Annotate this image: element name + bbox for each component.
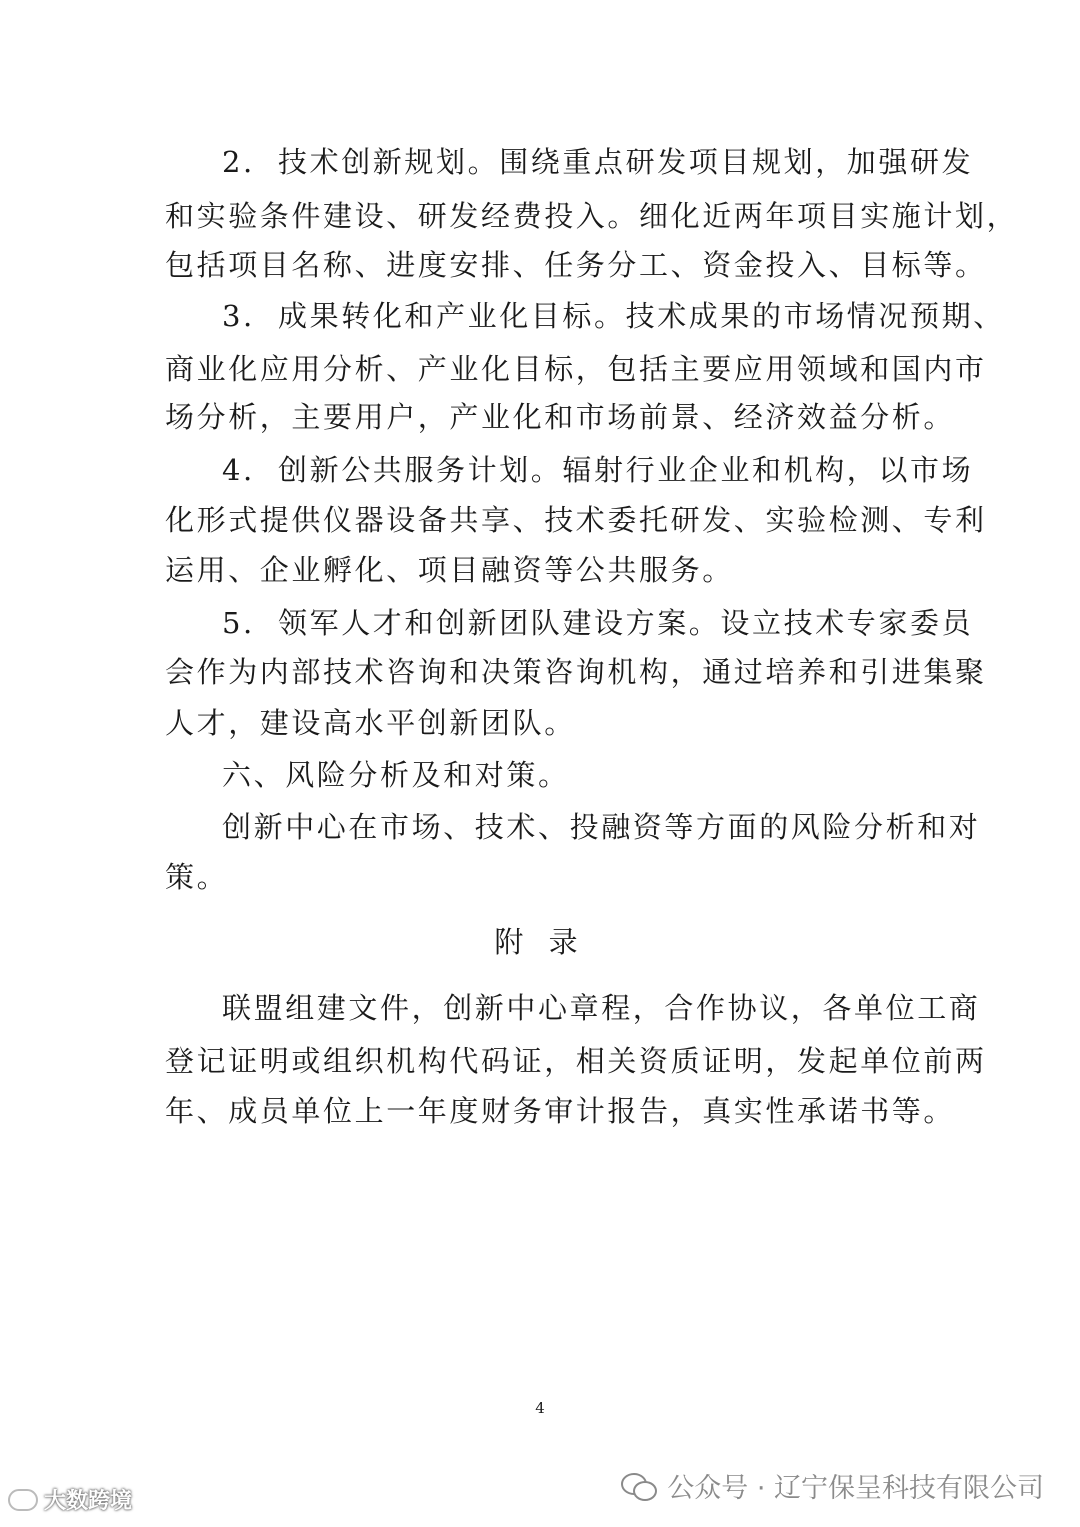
paragraph-3-line-2: 商业化应用分析、产业化目标，包括主要应用领域和国内市 <box>165 352 987 386</box>
section-6-heading: 六、风险分析及和对策。 <box>222 758 570 792</box>
line-text: 成果转化和产业化目标。技术成果的市场情况预期、 <box>278 299 1005 333</box>
line-text: 技术创新规划。围绕重点研发项目规划，加强研发 <box>278 145 974 179</box>
page-number: 4 <box>535 1399 545 1417</box>
item-number: 3. <box>222 299 255 333</box>
paragraph-2-line-1 <box>222 142 982 182</box>
appendix-heading: 附 录 <box>494 925 586 959</box>
paragraph-5-line-3: 人才，建设高水平创新团队。 <box>165 706 576 740</box>
paragraph-3-line-1 <box>222 296 1005 336</box>
paragraph-5-line-2: 会作为内部技术咨询和决策咨询机构，通过培养和引进集聚 <box>165 655 987 689</box>
appendix-line-2: 登记证明或组织机构代码证，相关资质证明，发起单位前两 <box>165 1044 987 1078</box>
paragraph-3-line-3: 场分析，主要用户，产业化和市场前景、经济效益分析。 <box>165 400 956 434</box>
logo-mark-icon <box>8 1489 38 1511</box>
item-number: 4. <box>222 453 255 487</box>
line-text: 创新公共服务计划。辐射行业企业和机构，以市场 <box>278 453 974 487</box>
appendix-line-1: 联盟组建文件，创新中心章程，合作协议，各单位工商 <box>222 991 981 1025</box>
paragraph-4-line-3: 运用、企业孵化、项目融资等公共服务。 <box>165 553 734 587</box>
watermark-text: 公众号 · 辽宁保呈科技有限公司 <box>667 1473 1044 1504</box>
section-6-body-line-1: 创新中心在市场、技术、投融资等方面的风险分析和对 <box>222 810 981 844</box>
wechat-icon <box>621 1471 657 1501</box>
section-6-body-line-2: 策。 <box>165 860 229 894</box>
item-number: 2. <box>222 145 255 179</box>
appendix-line-3: 年、成员单位上一年度财务审计报告，真实性承诺书等。 <box>165 1094 956 1128</box>
paragraph-2-line-2: 和实验条件建设、研发经费投入。细化近两年项目实施计划， <box>165 199 1019 233</box>
paragraph-4-line-1 <box>222 450 982 490</box>
wechat-watermark <box>621 1466 1044 1505</box>
item-number: 5. <box>222 606 255 640</box>
paragraph-4-line-2: 化形式提供仪器设备共享、技术委托研发、实验检测、专利 <box>165 503 987 537</box>
paragraph-5-line-1 <box>222 603 982 643</box>
corner-logo-text: 大数跨境 <box>44 1489 133 1514</box>
corner-logo <box>8 1484 132 1515</box>
paragraph-2-line-3: 包括项目名称、进度安排、任务分工、资金投入、目标等。 <box>165 248 987 282</box>
line-text: 领军人才和创新团队建设方案。设立技术专家委员 <box>278 606 974 640</box>
